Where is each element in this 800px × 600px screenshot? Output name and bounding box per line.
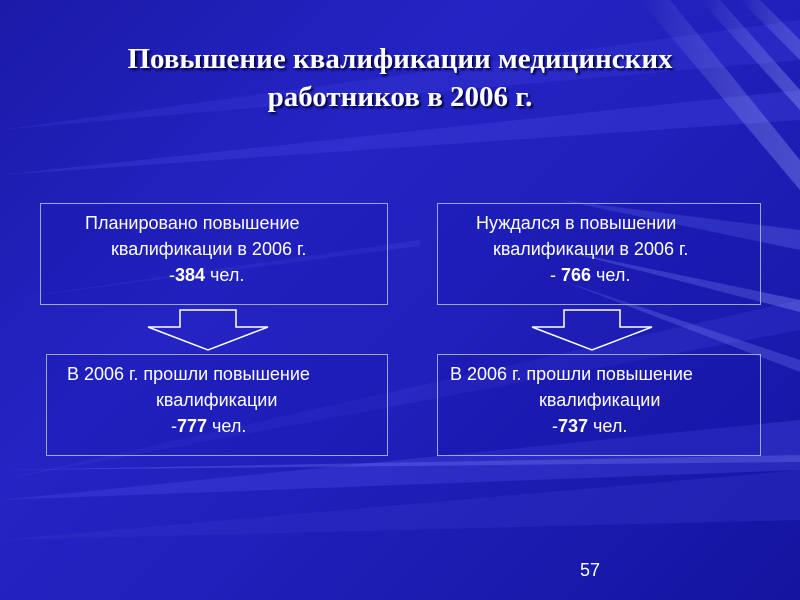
planned-prefix: - <box>169 265 175 285</box>
completed-right-prefix: - <box>552 416 558 436</box>
completed-training-box-right <box>437 354 761 456</box>
completed-left-line-1: В 2006 г. прошли повышение <box>67 364 310 384</box>
needed-training-box <box>437 203 761 305</box>
completed-right-line-1: В 2006 г. прошли повышение <box>450 364 693 384</box>
completed-left-unit: чел. <box>207 416 247 436</box>
needed-value: 766 <box>561 265 592 285</box>
completed-right-line-2: квалификации <box>539 390 661 410</box>
planned-training-box <box>40 203 388 305</box>
planned-value: 384 <box>175 265 206 285</box>
planned-count <box>41 262 387 288</box>
needed-line-2: квалификации в 2006 г. <box>493 239 689 259</box>
down-arrow-right <box>530 309 654 351</box>
needed-unit: чел. <box>591 265 631 285</box>
needed-count <box>438 262 760 288</box>
needed-prefix: - <box>550 265 561 285</box>
completed-right-unit: чел. <box>588 416 628 436</box>
completed-left-prefix: - <box>171 416 177 436</box>
planned-line-1: Планировано повышение <box>85 213 300 233</box>
completed-left-value: 777 <box>177 416 208 436</box>
title-line-1: Повышение квалификации медицинских <box>127 43 673 75</box>
needed-line-1: Нуждался в повышении <box>476 213 677 233</box>
completed-right-count <box>438 413 760 439</box>
completed-training-box-left <box>46 354 388 456</box>
completed-left-line-2: квалификации <box>156 390 278 410</box>
completed-right-value: 737 <box>558 416 589 436</box>
planned-line-2: квалификации в 2006 г. <box>111 239 307 259</box>
title-line-2: работников в 2006 г. <box>267 81 533 113</box>
planned-unit: чел. <box>205 265 245 285</box>
completed-left-count <box>47 413 387 439</box>
slide-title <box>30 40 770 116</box>
down-arrow-left <box>146 309 270 351</box>
page-number: 57 <box>580 560 601 580</box>
